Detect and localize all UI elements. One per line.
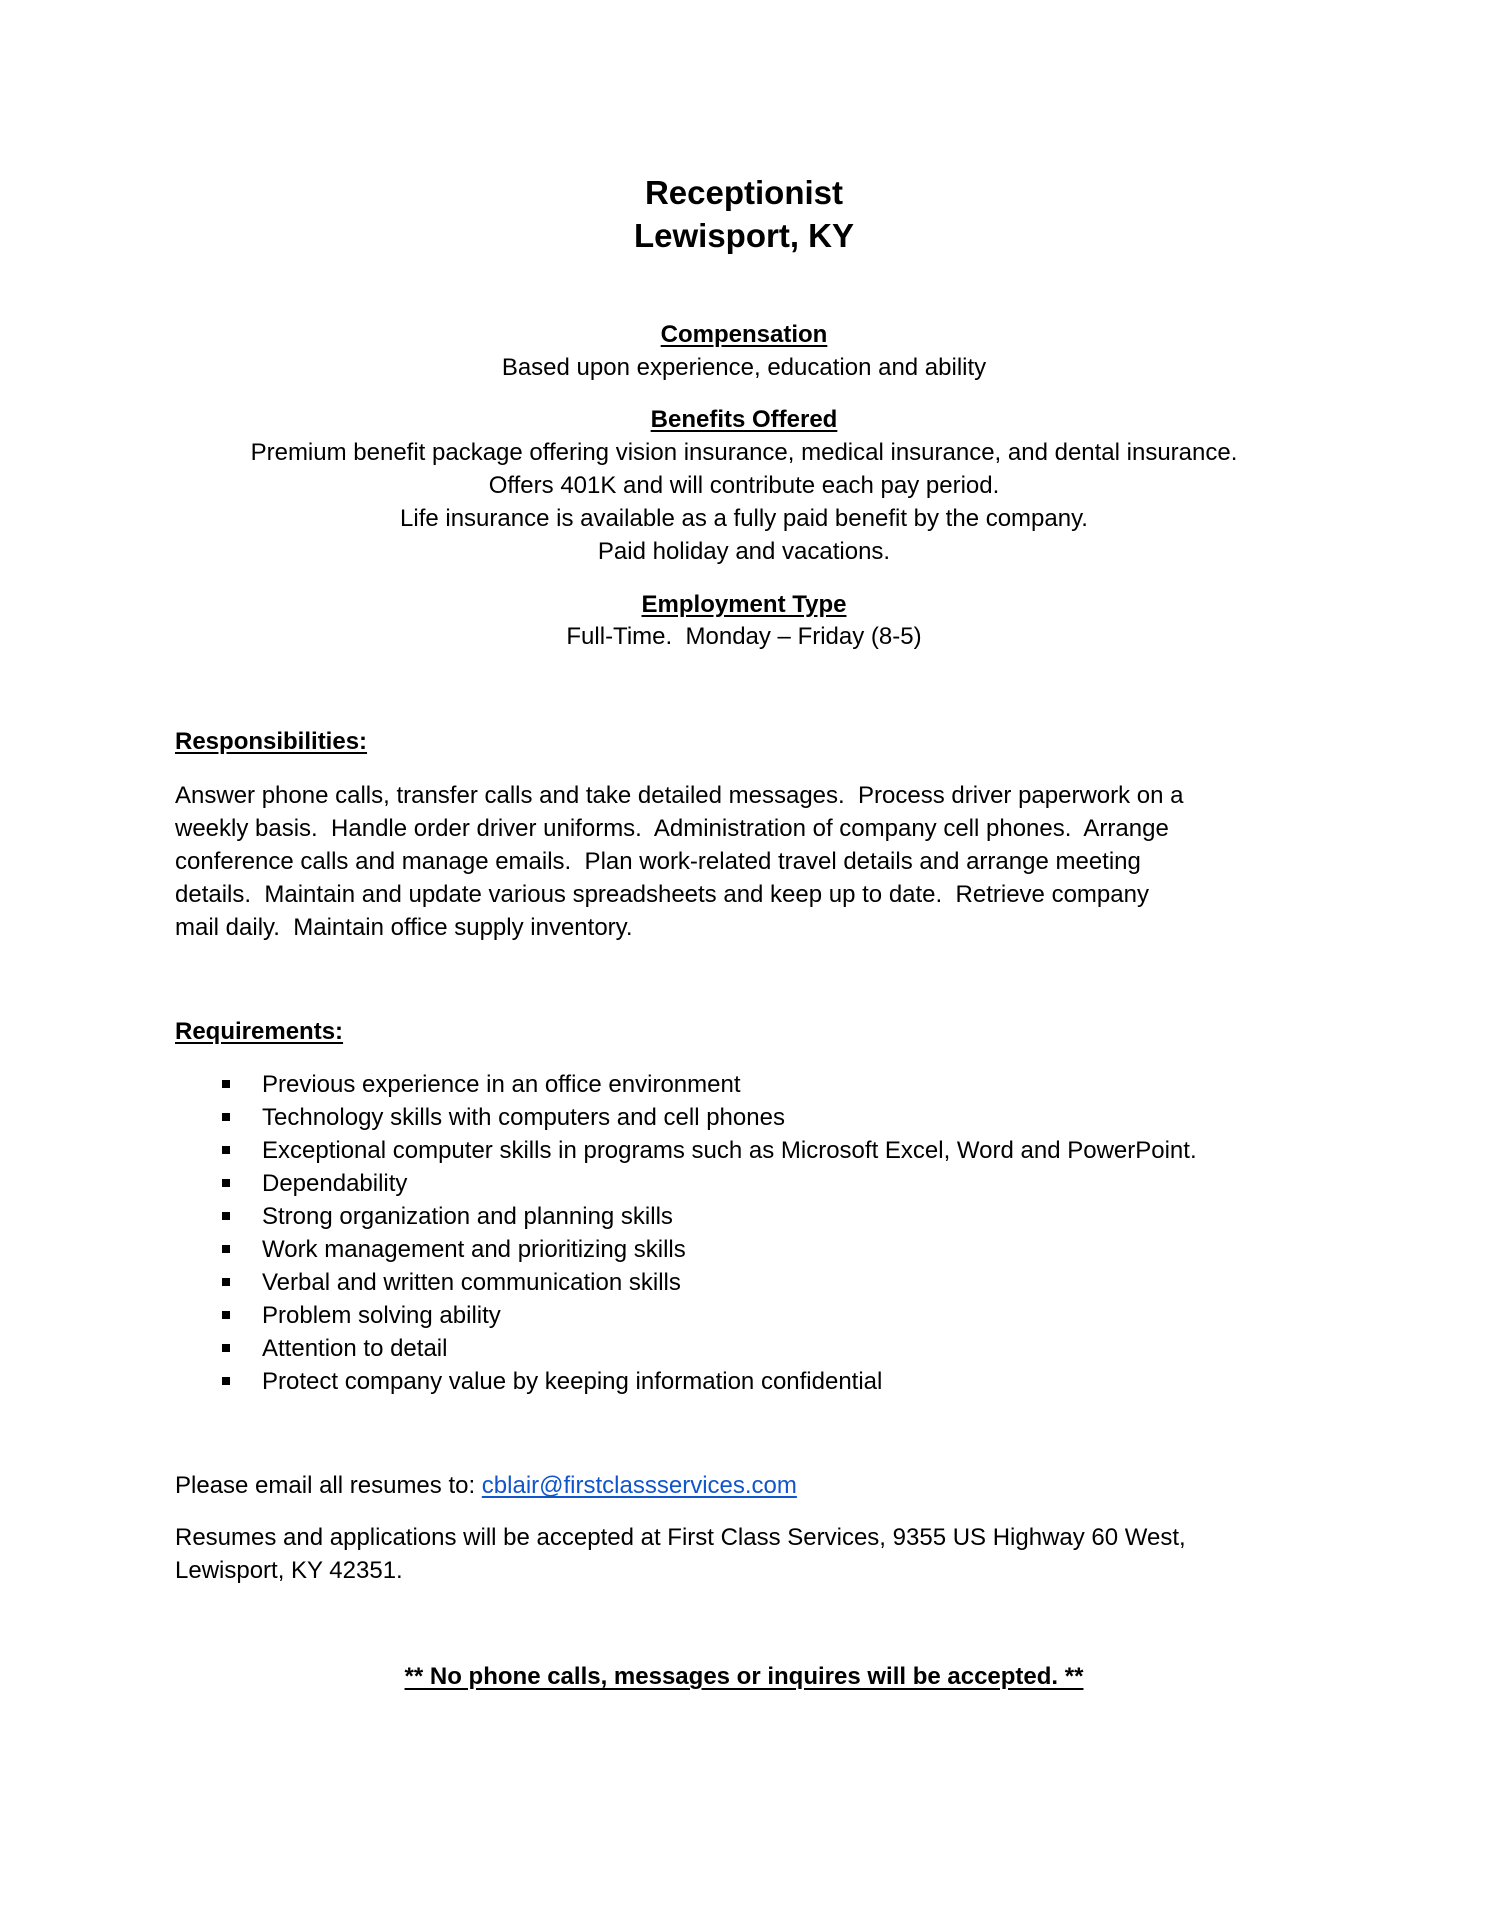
- responsibilities-line: details. Maintain and update various spreadsheets and keep up to date. Retrieve company: [175, 881, 1149, 908]
- notice-section: [0, 1662, 1488, 1692]
- square-bullet-icon: [222, 1278, 230, 1286]
- responsibilities-heading: Responsibilities:: [175, 728, 368, 755]
- responsibilities-line: mail daily. Maintain office supply inventory.: [175, 914, 633, 941]
- employment-type-text: Full-Time. Monday – Friday (8-5): [566, 623, 922, 650]
- benefits-heading: Benefits Offered: [650, 406, 838, 433]
- requirement-text: Problem solving ability: [262, 1302, 501, 1329]
- square-bullet-icon: [222, 1344, 230, 1352]
- job-location: Lewisport, KY: [633, 217, 855, 254]
- compensation-heading: Compensation: [660, 321, 828, 348]
- email-prefix: Please email all resumes to:: [175, 1472, 482, 1499]
- requirement-text: Attention to detail: [262, 1335, 448, 1362]
- square-bullet-icon: [222, 1311, 230, 1319]
- responsibilities-paragraph: [175, 779, 1325, 944]
- benefit-line: Life insurance is available as a fully paid benefit by the company.: [400, 505, 1088, 532]
- responsibilities-line: Answer phone calls, transfer calls and take detailed messages. Process driver paperwork on a: [175, 782, 1184, 809]
- benefits-section: [0, 405, 1488, 435]
- square-bullet-icon: [222, 1146, 230, 1154]
- square-bullet-icon: [222, 1179, 230, 1187]
- address-line: Resumes and applications will be accepted at First Class Services, 9355 US Highway 60 West,: [175, 1524, 1186, 1551]
- employment-type-section: [0, 590, 1488, 620]
- email-link[interactable]: cblair@firstclassservices.com: [481, 1472, 797, 1499]
- benefit-line: Paid holiday and vacations.: [597, 538, 891, 565]
- square-bullet-icon: [222, 1377, 230, 1385]
- requirements-heading: Requirements:: [175, 1018, 344, 1045]
- requirement-text: Previous experience in an office environment: [262, 1071, 741, 1098]
- benefit-line: Premium benefit package offering vision insurance, medical insurance, and dental insurance.: [250, 439, 1238, 466]
- requirement-text: Verbal and written communication skills: [262, 1269, 681, 1296]
- square-bullet-icon: [222, 1113, 230, 1121]
- square-bullet-icon: [222, 1245, 230, 1253]
- requirement-text: Technology skills with computers and cell phones: [262, 1104, 785, 1131]
- compensation-section: [0, 320, 1488, 350]
- no-calls-notice: ** No phone calls, messages or inquires will be accepted. **: [404, 1663, 1084, 1690]
- responsibilities-line: conference calls and manage emails. Plan work-related travel details and arrange meeting: [175, 848, 1141, 875]
- address-line: Lewisport, KY 42351.: [175, 1557, 403, 1584]
- requirement-text: Dependability: [262, 1170, 408, 1197]
- employment-type-heading: Employment Type: [641, 591, 847, 618]
- requirement-text: Strong organization and planning skills: [262, 1203, 673, 1230]
- requirement-text: Exceptional computer skills in programs such as Microsoft Excel, Word and PowerPoint.: [262, 1137, 1197, 1164]
- requirement-text: Protect company value by keeping information confidential: [262, 1368, 883, 1395]
- requirement-text: Work management and prioritizing skills: [262, 1236, 686, 1263]
- square-bullet-icon: [222, 1080, 230, 1088]
- email-line: [175, 1471, 797, 1501]
- responsibilities-line: weekly basis. Handle order driver uniforms. Administration of company cell phones. Arrange: [175, 815, 1169, 842]
- square-bullet-icon: [222, 1212, 230, 1220]
- benefit-line: Offers 401K and will contribute each pay period.: [488, 472, 1000, 499]
- compensation-text: Based upon experience, education and ability: [501, 354, 987, 381]
- job-title: Receptionist: [644, 174, 844, 211]
